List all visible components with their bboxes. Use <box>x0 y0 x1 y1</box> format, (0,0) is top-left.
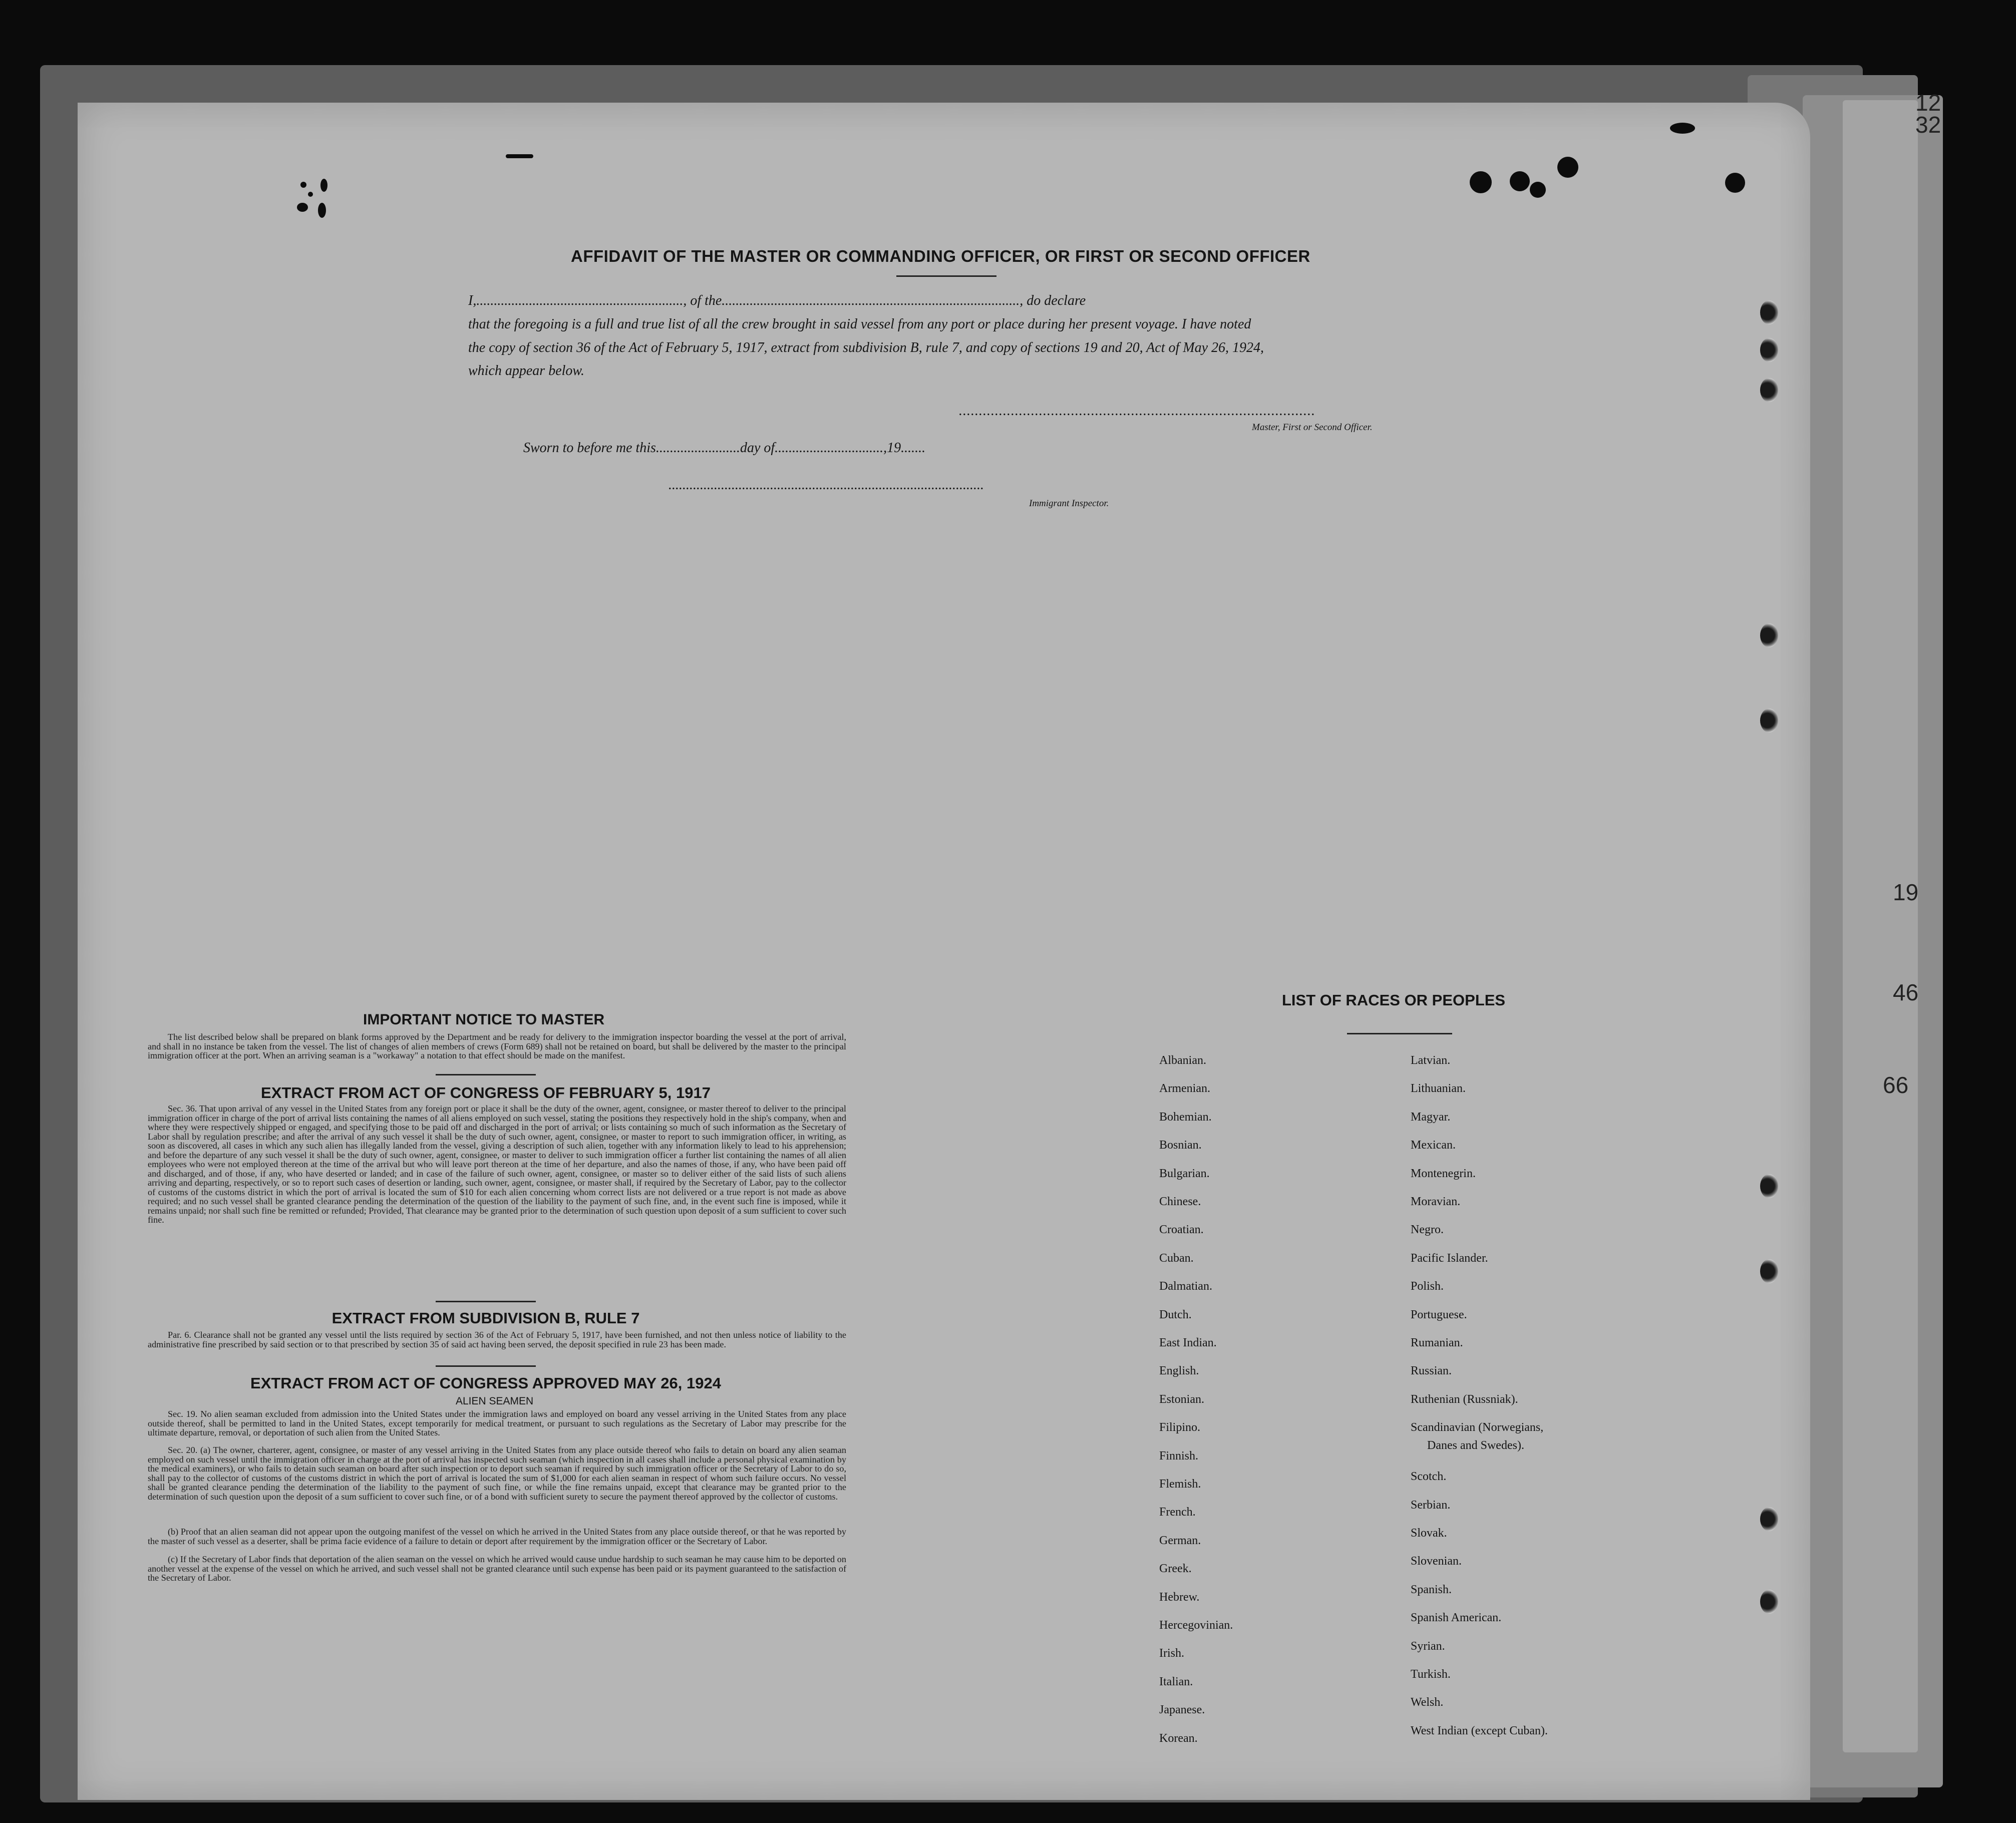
race-item: East Indian. <box>1159 1336 1217 1349</box>
sworn-line: Sworn to before me this........................day of...............................,19....... <box>523 440 926 456</box>
binder-ring <box>1760 378 1778 402</box>
race-item: West Indian (except Cuban). <box>1411 1724 1548 1737</box>
section-rule <box>436 1074 536 1075</box>
ink-spot <box>320 179 327 192</box>
race-item: Moravian. <box>1411 1195 1461 1208</box>
punch-hole <box>1470 171 1492 193</box>
sec19-text: Sec. 19. No alien seaman excluded from admission into the United States under the immigration laws and employed on board any vessel arriving in the United States from any place outside thereof, shall be permitted to land in the United States, except temporarily for medical treatment, or pursuant to such regulations as the Secretary of Labor may prescribe for the ultimate departure, removal, or deportation of such alien from the United States. <box>148 1409 846 1437</box>
race-item: Montenegrin. <box>1411 1167 1476 1180</box>
binder-ring <box>1760 1259 1778 1283</box>
race-item: Spanish American. <box>1411 1611 1502 1625</box>
race-item: Greek. <box>1159 1562 1192 1576</box>
ink-spot <box>506 154 533 158</box>
race-item: Pacific Islander. <box>1411 1251 1488 1265</box>
race-item: Welsh. <box>1411 1696 1444 1709</box>
binder-ring <box>1760 623 1778 647</box>
extract-1917-text: Sec. 36. That upon arrival of any vessel in the United States from any foreign port or place it shall be the duty of the owner, agent, consignee, or master thereof to deliver to the principal immigration officer in charge of the port of arrival lists containing the names of all aliens employed on such vessel, stating the positions they respectively hold in the ship's company, when and where they were respectively shipped or engaged, and specifying those to be paid off and discharged in the port of arrival; or lists containing so much of such information as the Secretary of Labor shall by regulation prescribe; and after the arrival of any such vessel it shall be the duty of such owner, agent, consignee, or master to report to such immigration officer, in writing, as soon as discovered, all cases in which any such alien has illegally landed from the vessel, giving a description of such alien, together with any information likely to lead to his apprehension; and before the departure of any such vessel it shall be the duty of such owner, agent, consignee, or master to deliver to such immigration officer a further list containing the names of all alien employees who were not employed thereon at the time of the arrival but who will leave port thereon at the time of her departure, and also the names of those, if any, who have been paid off and discharged, and of those, if any, who have deserted or landed; and in case of the failure of such owner, agent, consignee, or master so to deliver either of the said lists of such aliens arriving and departing, respectively, or so to report such cases of desertion or landing, such owner, agent, consignee, or master shall, if required by the Secretary of Labor, pay to the collector of customs of the customs district in which the port of arrival is located the sum of $10 for each alien concerning whom correct lists are not delivered or a true report is not made as above required; and no such vessel shall be granted clearance pending the determination of the question of the liability to the payment of such fine, and, in the event such fine is imposed, while it remains unpaid; nor shall such fine be remitted or refunded; Provided, That clearance may be granted prior to the determination of such question upon deposit of a sum sufficient to cover such fine. <box>148 1104 846 1225</box>
binder-ring <box>1760 1174 1778 1198</box>
document-page <box>78 103 1810 1800</box>
affidavit-line-3: the copy of section 36 of the Act of February 5, 1917, extract from subdivision B, rule 7, and copy of sections 19 and 20, Act of May 26, 1924, <box>468 340 1264 355</box>
race-item: English. <box>1159 1364 1199 1378</box>
race-item: Bohemian. <box>1159 1110 1212 1124</box>
races-rule <box>1347 1033 1452 1034</box>
race-item: Korean. <box>1159 1731 1198 1745</box>
binder-ring <box>1760 300 1778 324</box>
sec20c-text: (c) If the Secretary of Labor finds that deportation of the alien seaman on the vessel on which he arrived would cause undue hardship to such seaman he may cause him to be deported on another vessel at the expense of the vessel on which he arrived, and such vessel shall not be granted clearance until such expense has been paid or its payment guaranteed to the satisfaction of the Secretary of Labor. <box>148 1554 846 1583</box>
race-item: Slovak. <box>1411 1527 1447 1540</box>
race-item: Russian. <box>1411 1364 1452 1378</box>
punch-hole <box>1670 123 1695 134</box>
rule7-text: Par. 6. Clearance shall not be granted any vessel until the lists required by section 36 of the Act of February 5, 1917, have been furnished, and not then unless notice of liability to the administrative fine prescribed by said section or to that prescribed by section 35 of said act having been served, the deposit specified in rule 23 has been made. <box>148 1330 846 1349</box>
race-item: Mexican. <box>1411 1139 1456 1152</box>
inspector-caption: Immigrant Inspector. <box>1029 498 1109 509</box>
race-item: Magyar. <box>1411 1110 1451 1124</box>
binder-ring <box>1760 708 1778 733</box>
race-item: Serbian. <box>1411 1498 1451 1512</box>
race-item: Bosnian. <box>1159 1139 1202 1152</box>
extract-1924-title: EXTRACT FROM ACT OF CONGRESS APPROVED MAY 26, 1924 <box>250 1374 721 1392</box>
race-item: Latvian. <box>1411 1054 1451 1067</box>
sec20a-text: Sec. 20. (a) The owner, charterer, agent, consignee, or master of any vessel arriving in the United States from any place outside thereof who fails to detain on board any alien seaman employed on such vessel until the immigration officer in charge at the port of arrival has inspected such seaman (which inspection in all cases shall include a personal physical examination by the medical examiners), or who fails to detain such seaman on board after such inspection or to deport such seaman if required by such immigration officer or the Secretary of Labor to do so, shall pay to the collector of customs of the customs district in which the port of arrival is located the sum of $1,000 for each alien seaman in respect of whom such failure occurs. No vessel shall be granted clearance pending the determination of the liability to the payment of such fine, or while the fine remains unpaid, except that clearance may be granted prior to the determination of such question upon the deposit of a sum sufficient to cover such fine, or of a bond with sufficient surety to secure the payment thereof approved by the collector of customs. <box>148 1445 846 1502</box>
back-page-edge <box>1843 100 1918 1752</box>
margin-mark: 66 <box>1883 1072 1909 1098</box>
ink-spot <box>308 192 313 197</box>
binder-ring <box>1760 1507 1778 1531</box>
race-item: Scandinavian (Norwegians, <box>1411 1421 1544 1434</box>
race-item: Albanian. <box>1159 1054 1206 1067</box>
race-item: Cuban. <box>1159 1251 1194 1265</box>
affidavit-title: AFFIDAVIT OF THE MASTER OR COMMANDING OFFICER, OR FIRST OR SECOND OFFICER <box>571 247 1310 265</box>
margin-mark: 12 <box>1915 90 1941 116</box>
signature-caption: Master, First or Second Officer. <box>1252 422 1373 433</box>
notice-title: IMPORTANT NOTICE TO MASTER <box>363 1011 605 1028</box>
race-item: Flemish. <box>1159 1478 1201 1491</box>
notice-text: The list described below shall be prepared on blank forms approved by the Department and be ready for delivery to the immigration inspector boarding the vessel at the port of arrival, and shall in no instance be taken from the vessel. The list of changes of alien members of crews (Form 689) shall not be retained on board, but shall be delivered by the master to the principal immigration officer at the port. When an arriving seaman is a "workaway" a notation to that effect should be made on the manifest. <box>148 1032 846 1060</box>
race-item: Italian. <box>1159 1675 1193 1688</box>
race-item: Spanish. <box>1411 1583 1452 1596</box>
signature-line: ......................................................................................... <box>959 403 1315 419</box>
race-item: Slovenian. <box>1411 1555 1462 1568</box>
race-item: Bulgarian. <box>1159 1167 1210 1180</box>
race-item: Hebrew. <box>1159 1590 1200 1604</box>
race-item: Dalmatian. <box>1159 1280 1212 1293</box>
binder-ring <box>1760 1590 1778 1614</box>
race-item: Rumanian. <box>1411 1336 1463 1349</box>
punch-hole <box>1725 173 1745 193</box>
inspector-line: .......................................................................................... <box>668 477 984 493</box>
ink-spot <box>297 203 308 212</box>
race-item: Estonian. <box>1159 1392 1204 1406</box>
ink-spot <box>318 203 326 218</box>
margin-mark: 32 <box>1915 112 1941 138</box>
race-item: French. <box>1159 1506 1196 1519</box>
punch-hole <box>1530 182 1546 198</box>
race-item: Filipino. <box>1159 1421 1201 1434</box>
race-item: German. <box>1159 1534 1201 1547</box>
race-item: Lithuanian. <box>1411 1082 1466 1096</box>
affidavit-line-1: I,..........................................................., of the....................................................................................., do declare <box>468 293 1086 308</box>
margin-mark: 19 <box>1893 879 1919 905</box>
races-title: LIST OF RACES OR PEOPLES <box>1282 991 1506 1009</box>
section-rule <box>436 1365 536 1367</box>
title-rule <box>896 275 996 277</box>
punch-hole <box>1510 171 1530 191</box>
ink-spot <box>300 182 306 188</box>
race-item: Portuguese. <box>1411 1308 1467 1321</box>
race-item: Croatian. <box>1159 1223 1204 1237</box>
rule7-title: EXTRACT FROM SUBDIVISION B, RULE 7 <box>331 1309 640 1327</box>
race-item: Turkish. <box>1411 1668 1451 1681</box>
affidavit-line-4: which appear below. <box>468 363 585 379</box>
extract-1917-title: EXTRACT FROM ACT OF CONGRESS OF FEBRUARY 5, 1917 <box>261 1084 711 1102</box>
race-item: Scotch. <box>1411 1470 1447 1484</box>
race-item: Japanese. <box>1159 1703 1205 1717</box>
affidavit-line-2: that the foregoing is a full and true list of all the crew brought in said vessel from any port or place during her present voyage. I have noted <box>468 316 1251 332</box>
race-item: Chinese. <box>1159 1195 1201 1208</box>
race-item: Armenian. <box>1159 1082 1210 1096</box>
binder-ring <box>1760 338 1778 362</box>
race-item: Hercegovinian. <box>1159 1619 1233 1632</box>
sec20b-text: (b) Proof that an alien seaman did not appear upon the outgoing manifest of the vessel on which he arrived in the United States from any place outside thereof, or that he was reported by the master of such vessel as a deserter, shall be prima facie evidence of a failure to detain or deport after requirement by the immigration officer or the Secretary of Labor. <box>148 1527 846 1546</box>
margin-mark: 46 <box>1893 979 1919 1005</box>
race-item: Syrian. <box>1411 1639 1445 1653</box>
race-item: Danes and Swedes). <box>1427 1439 1524 1452</box>
extract-1924-subtitle: ALIEN SEAMEN <box>456 1395 534 1407</box>
race-item: Negro. <box>1411 1223 1444 1237</box>
section-rule <box>436 1301 536 1302</box>
punch-hole <box>1557 157 1578 178</box>
race-item: Dutch. <box>1159 1308 1192 1321</box>
race-item: Ruthenian (Russniak). <box>1411 1392 1518 1406</box>
race-item: Polish. <box>1411 1280 1444 1293</box>
race-item: Irish. <box>1159 1647 1184 1660</box>
race-item: Finnish. <box>1159 1449 1199 1463</box>
